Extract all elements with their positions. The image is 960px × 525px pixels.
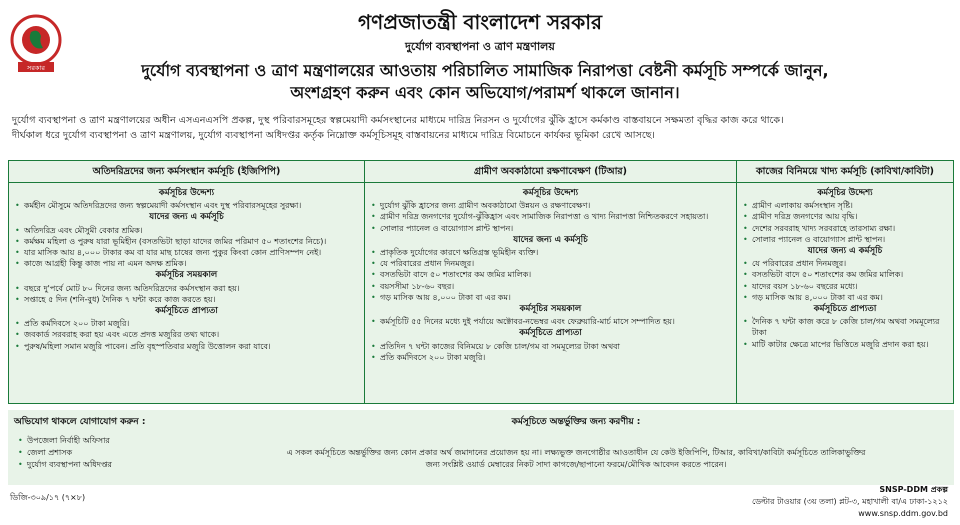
- list-item: • কর্মহীন মৌসুমে অতিদরিদ্রদের জন্য স্বল্পমেয়াদী কর্মসংস্থান এবং দুস্থ পরিবারসমূহের সুরক্ষা।: [15, 200, 358, 211]
- list-item: • অতিদরিদ্র এবং মৌসুমী বেকার শ্রমিক।: [15, 225, 358, 236]
- section-heading: যাদের জন্য এ কর্মসূচি: [513, 234, 588, 245]
- list-item: • যে পরিবারের প্রধান দিনমজুর।: [371, 258, 730, 269]
- section-heading: কর্মসূচিতে প্রাপ্যতা: [155, 306, 218, 317]
- program-body: [737, 183, 953, 354]
- list-item: • গ্রামীণ দরিদ্র জনগণের দুর্যোগ-ঝুঁকিহ্রাস এবং সামাজিক নিরাপত্তা ও খাদ্য নিরাপত্তা নিশ্চিতকরণে সহায়তা।: [371, 211, 730, 222]
- contact-list: [8, 433, 198, 473]
- program-column-kabikha: [737, 161, 953, 403]
- list-item: • দেশের সরবরাহ খাদ্য সরবরাহে তারসাম্য রক্ষা।: [743, 223, 947, 234]
- program-body: [365, 183, 736, 367]
- list-item: • গড় মাসিক আয় ৪,০০০ টাকা বা এর কম।: [371, 292, 730, 303]
- list-item: • গ্রামীণ দরিদ্র জনগণের আয় বৃদ্ধি।: [743, 211, 947, 222]
- program-column-tr: [365, 161, 737, 403]
- list-item: • পুরুষ/মহিলা সমান মজুরি পাবেন। প্রতি বৃহস্পতিবার মজুরি উত্তোলন করা যাবে।: [15, 341, 358, 352]
- list-item: • গ্রামীণ এলাকায় কর্মসংস্থান সৃষ্টি।: [743, 200, 947, 211]
- website-link[interactable]: www.snsp.ddm.gov.bd: [858, 509, 948, 518]
- list-item: • কাজে আগ্রহী কিন্তু কাজ পায় না এমন অদক্ষ শ্রমিক।: [15, 258, 358, 269]
- list-item: • প্রতি কর্মদিবসে ২০০ টাকা মজুরি।: [15, 318, 358, 329]
- section-heading: যাদের জন্য এ কর্মসূচি: [807, 246, 883, 257]
- government-title: গণপ্রজাতন্ত্রী বাংলাদেশ সরকার: [358, 10, 602, 34]
- program-title: কাজের বিনিময়ে খাদ্য কর্মসূচি (কাবিখা/কাবিটা): [737, 161, 953, 183]
- contact-item: • দুর্যোগ ব্যবস্থাপনা অধিদপ্তর: [18, 459, 188, 471]
- contact-title: অভিযোগ থাকলে যোগাযোগ করুন :: [14, 417, 146, 427]
- list-item: • যার মাসিক আয় ৪,০০০ টাকার কম বা যার মাছ চাষের জন্য পুকুর কিংবা কোন প্রাণিসম্পদ নেই।: [15, 247, 358, 258]
- document-code: ডিজি-৩০৯/১৭ (৭×৮): [10, 493, 86, 502]
- enrollment-line-2: জন্য সংশ্লিষ্ট ওয়ার্ড মেম্বারের নিকট সাদা কাগজে/ছাপানো ফরমে/মৌখিক আবেদন করতে পারেন।: [425, 460, 727, 469]
- section-heading: কর্মসূচির উদ্দেশ্য: [522, 188, 579, 198]
- program-title: অতিদরিদ্রদের জন্য কর্মসংস্থান কর্মসূচি (ইজিপিপি): [9, 161, 364, 183]
- list-item: • প্রতিদিন ৭ ঘন্টা কাজের বিনিময়ে ৮ কেজি চাল/গম বা সমমূল্যের টাকা অথবা: [371, 341, 730, 352]
- list-item: • জবকার্ড সরবরাহ করা হয় এবং এতে প্রদত্ত মজুরির তথ্য থাকে।: [15, 329, 358, 340]
- intro-paragraph: [12, 113, 952, 143]
- section-heading: কর্মসূচিতে প্রাপ্যতা: [813, 304, 877, 315]
- program-body: [9, 183, 364, 356]
- list-item: • বসতভিটা বাদে ৫০ শতাংশের কম জমির মালিক।: [743, 269, 947, 280]
- list-item: • প্রতি কর্মদিবসে ২০০ টাকা মজুরি।: [371, 352, 730, 363]
- program-title: গ্রামীণ অবকাঠামো রক্ষণাবেক্ষণ (টিআর): [365, 161, 736, 183]
- svg-text:সরকার: সরকার: [27, 64, 45, 72]
- list-item: • প্রাকৃতিক দুর্যোগের কারণে ক্ষতিগ্রস্ত ভূমিহীন ব্যক্তি।: [371, 247, 730, 258]
- list-item: • মাটি কাটার ক্ষেত্রে মাপের ভিত্তিতে মজুরি প্রদান করা হয়।: [743, 339, 947, 350]
- footer-address-block: [628, 484, 948, 520]
- list-item: • বয়সসীমা ১৮-৬০ বছর।: [371, 281, 730, 292]
- enrollment-title: কর্মসূচিতে অন্তর্ভুক্তির জন্য করণীয় :: [511, 417, 641, 427]
- headline: [90, 60, 880, 104]
- list-item: • দুর্যোগ ঝুঁকি হ্রাসের জন্য গ্রামীণ অবকাঠামো উন্নয়ন ও রক্ষণাবেক্ষণ।: [371, 200, 730, 211]
- section-heading: কর্মসূচিতে প্রাপ্যতা: [519, 328, 582, 339]
- list-item: • সোলার প্যানেল ও বায়োগ্যাস প্লান্ট স্থাপন।: [371, 223, 730, 234]
- office-address: ডেল্টার টাওয়ার (৩য় তলা) প্লট-৩, মহাখালী বা/এ ঢাকা-১২১২: [752, 497, 948, 506]
- headline-line-2: অংশগ্রহণ করুন এবং কোন অভিযোগ/পরামর্শ থাকলে জানান।: [290, 83, 680, 102]
- list-item: • সোলার প্যানেল ও বায়োগ্যাস প্লান্ট স্থাপন।: [743, 234, 947, 245]
- section-heading: কর্মসূচির সময়কাল: [155, 270, 218, 281]
- list-item: • কর্মসূচিটি ৫৫ দিনের মধ্যে দুই পর্যায়ে অক্টোবর-নভেম্বর এবং ফেব্রুয়ারি-মার্চ মাসে সম্পাদিত হয়।: [371, 316, 730, 327]
- ministry-name: দুর্যোগ ব্যবস্থাপনা ও ত্রাণ মন্ত্রণালয়: [405, 40, 555, 53]
- bottom-panel: [8, 410, 954, 485]
- contact-section: [8, 410, 198, 485]
- list-item: • দৈনিক ৭ ঘন্টা কাজ করে ৮ কেজি চাল/গম অথবা সমমূল্যের টাকা: [743, 316, 947, 338]
- section-heading: কর্মসূচির উদ্দেশ্য: [158, 188, 215, 198]
- headline-line-1: দুর্যোগ ব্যবস্থাপনা ও ত্রাণ মন্ত্রণালয়ের আওতায় পরিচালিত সামাজিক নিরাপত্তা বেষ্টনী কর্মসূচি সম্পর্কে জানুন,: [141, 61, 829, 80]
- section-heading: কর্মসূচির সময়কাল: [519, 304, 582, 315]
- enrollment-section: [198, 410, 954, 485]
- list-item: • বসতভিটা বাদে ৫০ শতাংশের কম জমির মালিক।: [371, 269, 730, 280]
- section-heading: যাদের জন্য এ কর্মসূচি: [149, 212, 224, 223]
- list-item: • কর্মক্ষম মহিলা ও পুরুষ যারা ভূমিহীন (বসতভিটা ছাড়া যাদের জমির পরিমাণ ৫০ শতাংশের নিচে)।: [15, 236, 358, 247]
- programs-table: [8, 160, 954, 404]
- list-item: • যাদের বয়স ১৮-৬০ বছরের মধ্যে।: [743, 281, 947, 292]
- enrollment-line-1: এ সকল কর্মসূচিতে অন্তর্ভুক্তির জন্য কোন প্রকার অর্থ জমাদানের প্রয়োজন হয় না। লক্ষ্যভুক্ত জনগোষ্ঠীর আওতাধীন যে কেউ ইজিপিপি, টিআর, কাবিখা/কাবিটা কর্মসূচিতে তালিকাভুক্তির: [286, 448, 866, 457]
- header: [0, 0, 960, 120]
- intro-line-2: দীর্ঘকাল ধরে দুর্যোগ ব্যবস্থাপনা ও ত্রাণ মন্ত্রণালয়, দুর্যোগ ব্যবস্থাপনা অধিদপ্তর কর্তৃক নিম্নোক্ত কর্মসূচিসমূহ বাস্তবায়নের মাধ্যমে দারিদ্র বিমোচনে কার্যকর ভূমিকা রেখে আসছে।: [12, 130, 655, 141]
- enrollment-text: [198, 429, 954, 471]
- contact-item: • জেলা প্রশাসক: [18, 447, 188, 459]
- project-name: SNSP-DDM প্রকল্প: [879, 485, 948, 494]
- list-item: • সপ্তাহে ৫ দিন (শনি-বুধ) দৈনিক ৭ ঘন্টা করে কাজ করতে হয়।: [15, 294, 358, 305]
- list-item: • যে পরিবারের প্রধান দিনমজুর।: [743, 258, 947, 269]
- contact-item: • উপজেলা নির্বাহী অফিসার: [18, 435, 188, 447]
- list-item: • বছরে দু'পর্বে মোট ৮০ দিনের জন্য অতিদরিদ্রদের কর্মসংস্থান করা হয়।: [15, 283, 358, 294]
- list-item: • গড় মাসিক আয় ৪,০০০ টাকা বা এর কম।: [743, 292, 947, 303]
- intro-line-1: দুর্যোগ ব্যবস্থাপনা ও ত্রাণ মন্ত্রণালয়ের অধীন এসএনএসপি প্রকল্প, দুস্থ পরিবারসমূহের স্বল্পমেয়াদী কর্মসংস্থানের মাধ্যমে দারিদ্র নিরসন ও দুর্যোগের ঝুঁকি হ্রাসে কর্মকাণ্ড বাস্তবায়নে সক্ষমতা বৃদ্ধির কাজ করে থাকে।: [12, 115, 784, 126]
- program-column-egpp: [9, 161, 365, 403]
- section-heading: কর্মসূচির উদ্দেশ্য: [817, 188, 873, 198]
